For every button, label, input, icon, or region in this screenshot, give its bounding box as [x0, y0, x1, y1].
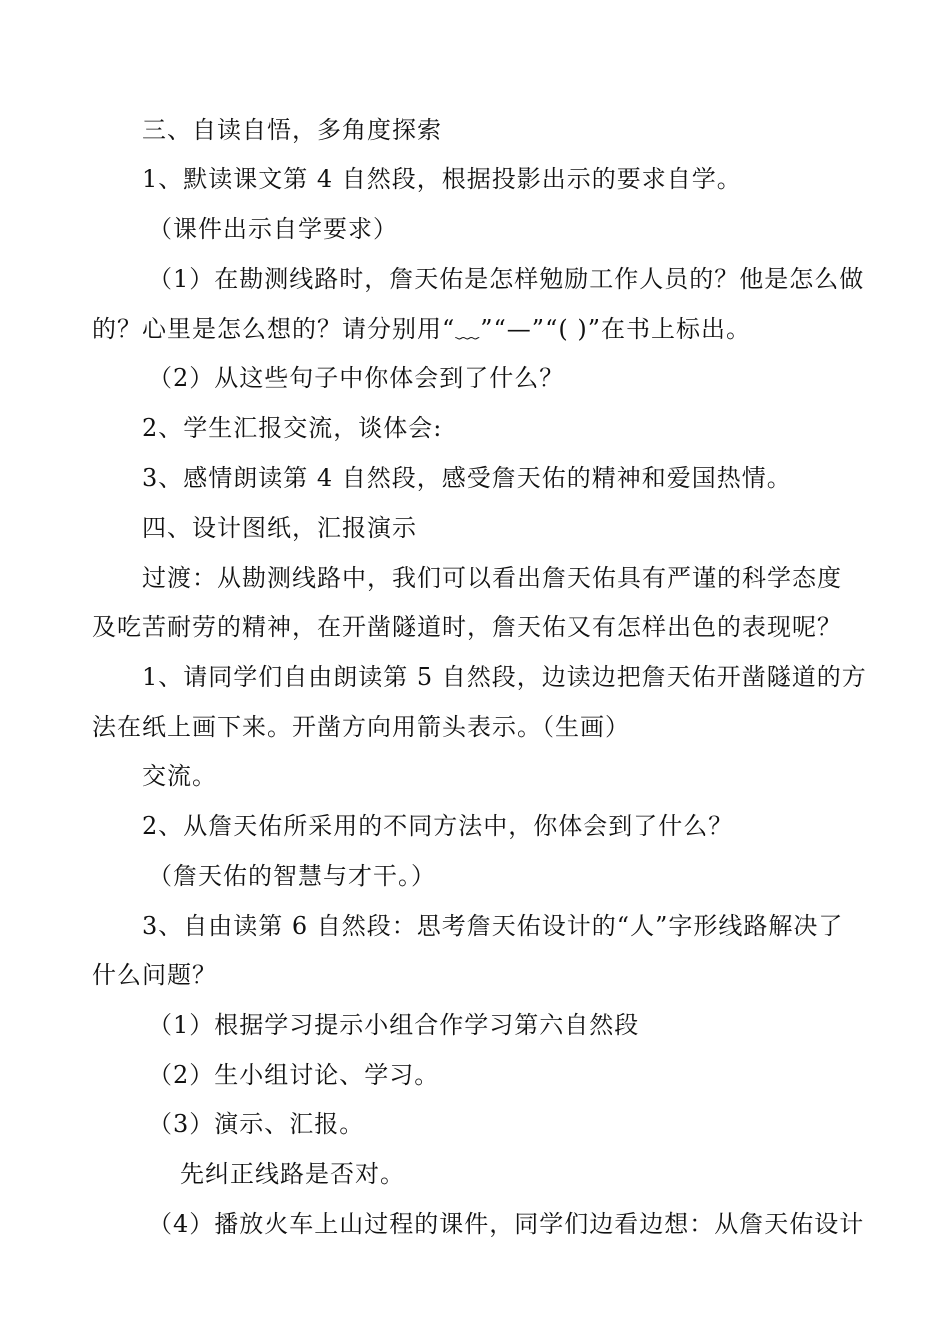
text-line: 的？心里是怎么想的？请分别用“﹏”“—”“( )”在书上标出。: [92, 315, 751, 343]
section-heading-4: 四、设计图纸，汇报演示: [142, 514, 417, 542]
text-line: 1、请同学们自由朗读第 5 自然段，边读边把詹天佑开凿隧道的方: [142, 663, 867, 691]
text-line: （2）生小组讨论、学习。: [148, 1061, 440, 1089]
text-line: 法在纸上画下来。开凿方向用箭头表示。（生画）: [92, 713, 630, 741]
text-line: 3、感情朗读第 4 自然段，感受詹天佑的精神和爱国热情。: [142, 464, 792, 492]
text-line: （1）根据学习提示小组合作学习第六自然段: [148, 1011, 640, 1039]
text-line: 什么问题？: [92, 961, 217, 989]
text-line: （2）从这些句子中你体会到了什么？: [148, 364, 565, 392]
text-line: 交流。: [142, 762, 217, 790]
text-line: （课件出示自学要求）: [148, 215, 398, 243]
text-line: 2、学生汇报交流，谈体会:: [142, 414, 443, 442]
text-line: 2、从詹天佑所采用的不同方法中，你体会到了什么？: [142, 812, 734, 840]
text-line: （詹天佑的智慧与才干。）: [148, 862, 436, 890]
text-line: 过渡：从勘测线路中，我们可以看出詹天佑具有严谨的科学态度: [142, 564, 842, 592]
text-line: 先纠正线路是否对。: [180, 1160, 405, 1188]
section-heading-3: 三、自读自悟，多角度探索: [142, 116, 442, 144]
text-line: （3）演示、汇报。: [148, 1110, 365, 1138]
text-line: 及吃苦耐劳的精神，在开凿隧道时，詹天佑又有怎样出色的表现呢？: [92, 613, 842, 641]
text-line: 1、默读课文第 4 自然段，根据投影出示的要求自学。: [142, 165, 742, 193]
text-line: 3、自由读第 6 自然段：思考詹天佑设计的“人”字形线路解决了: [142, 912, 844, 940]
text-line: （1）在勘测线路时，詹天佑是怎样勉励工作人员的？他是怎么做: [148, 265, 865, 293]
text-line: （4）播放火车上山过程的课件，同学们边看边想：从詹天佑设计: [148, 1210, 865, 1238]
